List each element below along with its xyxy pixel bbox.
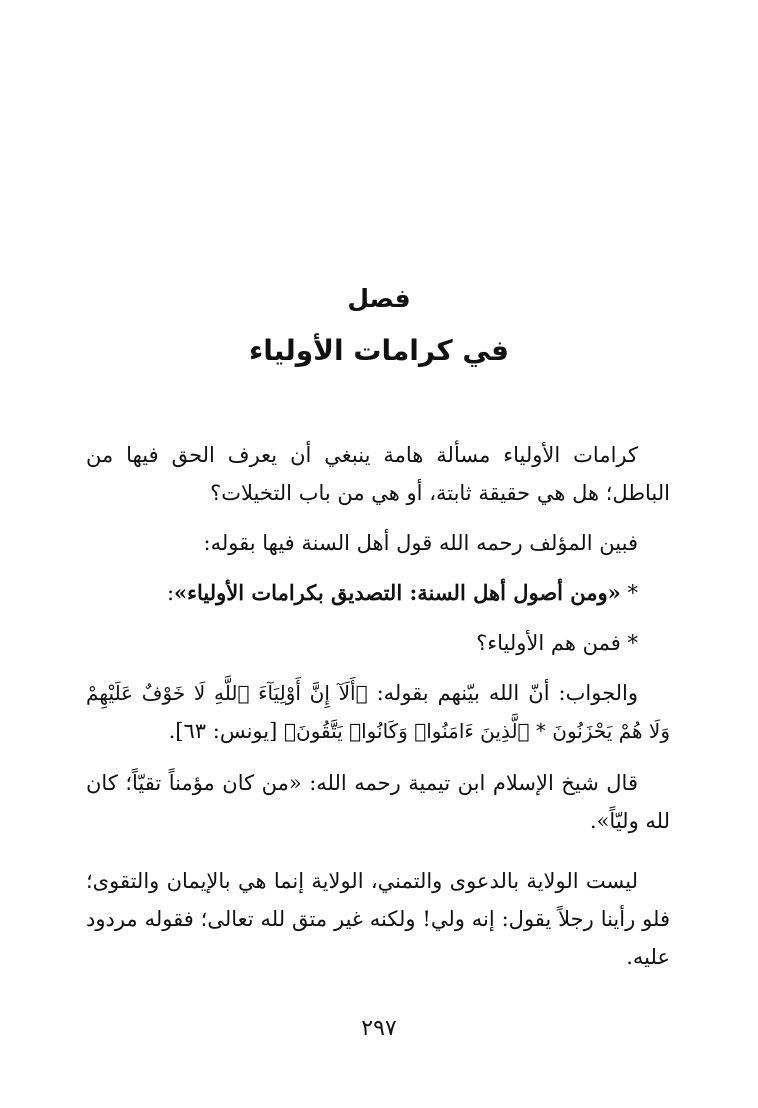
page-number: ٢٩٧	[361, 1016, 397, 1041]
chapter-title: في كرامات الأولياء	[248, 334, 510, 367]
answer-intro: والجواب: أنّ الله بيّنهم بقوله:	[376, 681, 638, 705]
verse-reference: [يونس: ٦٣].	[168, 719, 278, 743]
quran-verse: ﴿أَلَآ إِنَّ أَوْلِيَآءَ ٱللَّهِ لَا خَوْفٌ عَلَيْهِمْ وَلَا هُمْ يَحْزَنُونَ * ٱلَّذِينَ ءَامَنُوا۟ وَكَانُوا۟ يَتَّقُونَ﴾	[86, 681, 670, 743]
body-text	[86, 436, 670, 976]
paragraph-author-statement: فبين المؤلف رحمه الله قول أهل السنة فيها بقوله:	[203, 531, 638, 555]
asterisk-mark: *	[627, 581, 638, 605]
section-heading: فصل	[347, 284, 411, 313]
quoted-principle: «ومن أصول أهل السنة: التصديق بكرامات الأولياء»	[174, 580, 621, 605]
paragraph-ibn-taymiyyah-quote: قال شيخ الإسلام ابن تيمية رحمه الله: «من كان مؤمناً تقيّاً؛ كان لله وليّاً».	[86, 771, 670, 833]
paragraph-conclusion: ليست الولاية بالدعوى والتمني، الولاية إنما هي بالإيمان والتقوى؛ فلو رأينا رجلاً يقول: إنه ولي! ولكنه غير متق لله تعالى؛ فقوله مردود عليه.	[86, 869, 670, 969]
paragraph-question: * فمن هم الأولياء؟	[476, 631, 638, 655]
paragraph-intro: كرامات الأولياء مسألة هامة ينبغي أن يعرف الحق فيها من الباطل؛ هل هي حقيقة ثابتة، أو هي من باب التخيلات؟	[86, 443, 670, 505]
paragraph-quoted-text	[86, 574, 670, 612]
quote-colon: :	[166, 581, 175, 605]
paragraph-answer	[86, 674, 670, 750]
